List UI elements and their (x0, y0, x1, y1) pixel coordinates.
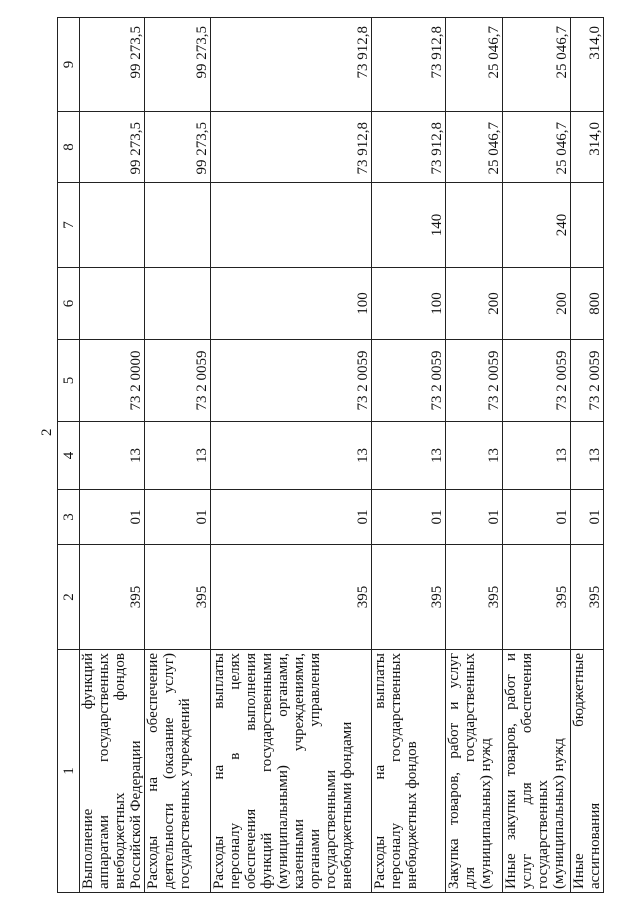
table-row (145, 18, 211, 893)
description-line: Расходы на выплаты (211, 653, 227, 889)
header-row (58, 18, 80, 893)
description-line: деятельности (оказание услуг) (161, 653, 177, 889)
description-cell (145, 650, 211, 893)
description-cell (446, 650, 503, 893)
description-cell (372, 650, 446, 893)
description-line: аппаратами государственных (96, 653, 112, 889)
value-cell-col-7 (80, 183, 145, 268)
value-cell-col-7 (571, 183, 604, 268)
value-cell-col-3: 01 (211, 490, 372, 545)
value-cell-col-9: 25 046,7 (503, 18, 571, 112)
description-line: для государственных (462, 653, 478, 889)
value-cell-col-8: 25 046,7 (503, 112, 571, 183)
value-cell-col-5: 73 2 0000 (80, 340, 145, 422)
table-row (211, 18, 372, 893)
value-cell-col-9: 25 046,7 (446, 18, 503, 112)
value-cell-col-9: 73 912,8 (372, 18, 446, 112)
value-cell-col-2: 395 (372, 545, 446, 650)
value-cell-col-9: 73 912,8 (211, 18, 372, 112)
description-line: функций государственными (259, 653, 275, 889)
value-cell-col-2: 395 (446, 545, 503, 650)
description-line: казенными учреждениями, (291, 653, 307, 889)
value-cell-col-9: 99 273,5 (145, 18, 211, 112)
value-cell-col-2: 395 (571, 545, 604, 650)
value-cell-col-5: 73 2 0059 (211, 340, 372, 422)
value-cell-col-2: 395 (503, 545, 571, 650)
description-line: персоналу в целях (227, 653, 243, 889)
value-cell-col-5: 73 2 0059 (145, 340, 211, 422)
page-number: 2 (39, 428, 55, 436)
value-cell-col-4: 13 (571, 422, 604, 490)
description-cell (503, 650, 571, 893)
value-cell-col-2: 395 (145, 545, 211, 650)
description-line: (муниципальных) нужд (478, 738, 494, 889)
value-cell-col-7 (145, 183, 211, 268)
value-cell-col-4: 13 (446, 422, 503, 490)
column-number-6: 6 (58, 268, 80, 340)
description-cell (571, 650, 604, 893)
table-row (503, 18, 571, 893)
budget-table (57, 17, 604, 893)
value-cell-col-5: 73 2 0059 (446, 340, 503, 422)
description-line: Иные закупки товаров, работ и (503, 653, 519, 889)
value-cell-col-9: 99 273,5 (80, 18, 145, 112)
value-cell-col-5: 73 2 0059 (571, 340, 604, 422)
value-cell-col-7 (211, 183, 372, 268)
description-line: Выполнение функций (80, 653, 96, 889)
description-line: государственных (535, 780, 551, 889)
value-cell-col-6: 200 (503, 268, 571, 340)
column-number-2: 2 (58, 545, 80, 650)
value-cell-col-4: 13 (503, 422, 571, 490)
value-cell-col-9: 314,0 (571, 18, 604, 112)
table-row (571, 18, 604, 893)
value-cell-col-8: 73 912,8 (372, 112, 446, 183)
description-line: ассигнования (587, 802, 603, 889)
description-line: государственных учреждений (177, 698, 193, 889)
description-line: Расходы на выплаты (372, 653, 388, 889)
description-line: внебюджетных фондов (404, 741, 420, 889)
description-line: персоналу государственных (388, 653, 404, 889)
value-cell-col-3: 01 (503, 490, 571, 545)
value-cell-col-6 (145, 268, 211, 340)
value-cell-col-7 (446, 183, 503, 268)
value-cell-col-3: 01 (446, 490, 503, 545)
column-number-9: 9 (58, 18, 80, 112)
description-line: внебюджетными фондами (339, 721, 355, 889)
column-number-5: 5 (58, 340, 80, 422)
value-cell-col-6 (80, 268, 145, 340)
description-line: внебюджетных фондов (112, 653, 128, 889)
value-cell-col-3: 01 (80, 490, 145, 545)
value-cell-col-2: 395 (211, 545, 372, 650)
value-cell-col-3: 01 (571, 490, 604, 545)
value-cell-col-8: 25 046,7 (446, 112, 503, 183)
description-line: государственными (323, 770, 339, 889)
value-cell-col-8: 99 273,5 (145, 112, 211, 183)
description-line: (муниципальных) нужд (551, 738, 567, 889)
value-cell-col-6: 100 (211, 268, 372, 340)
description-line: обеспечения выполнения (243, 653, 259, 889)
value-cell-col-6: 100 (372, 268, 446, 340)
description-line: Расходы на обеспечение (145, 653, 161, 889)
value-cell-col-8: 99 273,5 (80, 112, 145, 183)
description-cell (80, 650, 145, 893)
value-cell-col-8: 314,0 (571, 112, 604, 183)
description-line: услуг для обеспечения (519, 653, 535, 889)
column-number-7: 7 (58, 183, 80, 268)
description-line: Иные бюджетные (571, 653, 587, 889)
value-cell-col-4: 13 (80, 422, 145, 490)
value-cell-col-6: 200 (446, 268, 503, 340)
column-number-1: 1 (58, 650, 80, 893)
value-cell-col-5: 73 2 0059 (503, 340, 571, 422)
value-cell-col-2: 395 (80, 545, 145, 650)
column-number-4: 4 (58, 422, 80, 490)
value-cell-col-4: 13 (145, 422, 211, 490)
description-cell (211, 650, 372, 893)
value-cell-col-5: 73 2 0059 (372, 340, 446, 422)
value-cell-col-3: 01 (372, 490, 446, 545)
description-line: (муниципальными) органами, (275, 653, 291, 889)
value-cell-col-6: 800 (571, 268, 604, 340)
description-line: Российской Федерации (128, 740, 144, 889)
description-line: органами управления (307, 653, 323, 889)
column-number-3: 3 (58, 490, 80, 545)
value-cell-col-4: 13 (211, 422, 372, 490)
column-number-8: 8 (58, 112, 80, 183)
value-cell-col-7: 140 (372, 183, 446, 268)
description-line: Закупка товаров, работ и услуг (446, 653, 462, 889)
table-row (80, 18, 145, 893)
value-cell-col-7: 240 (503, 183, 571, 268)
value-cell-col-8: 73 912,8 (211, 112, 372, 183)
value-cell-col-4: 13 (372, 422, 446, 490)
table-row (372, 18, 446, 893)
value-cell-col-3: 01 (145, 490, 211, 545)
table-row (446, 18, 503, 893)
